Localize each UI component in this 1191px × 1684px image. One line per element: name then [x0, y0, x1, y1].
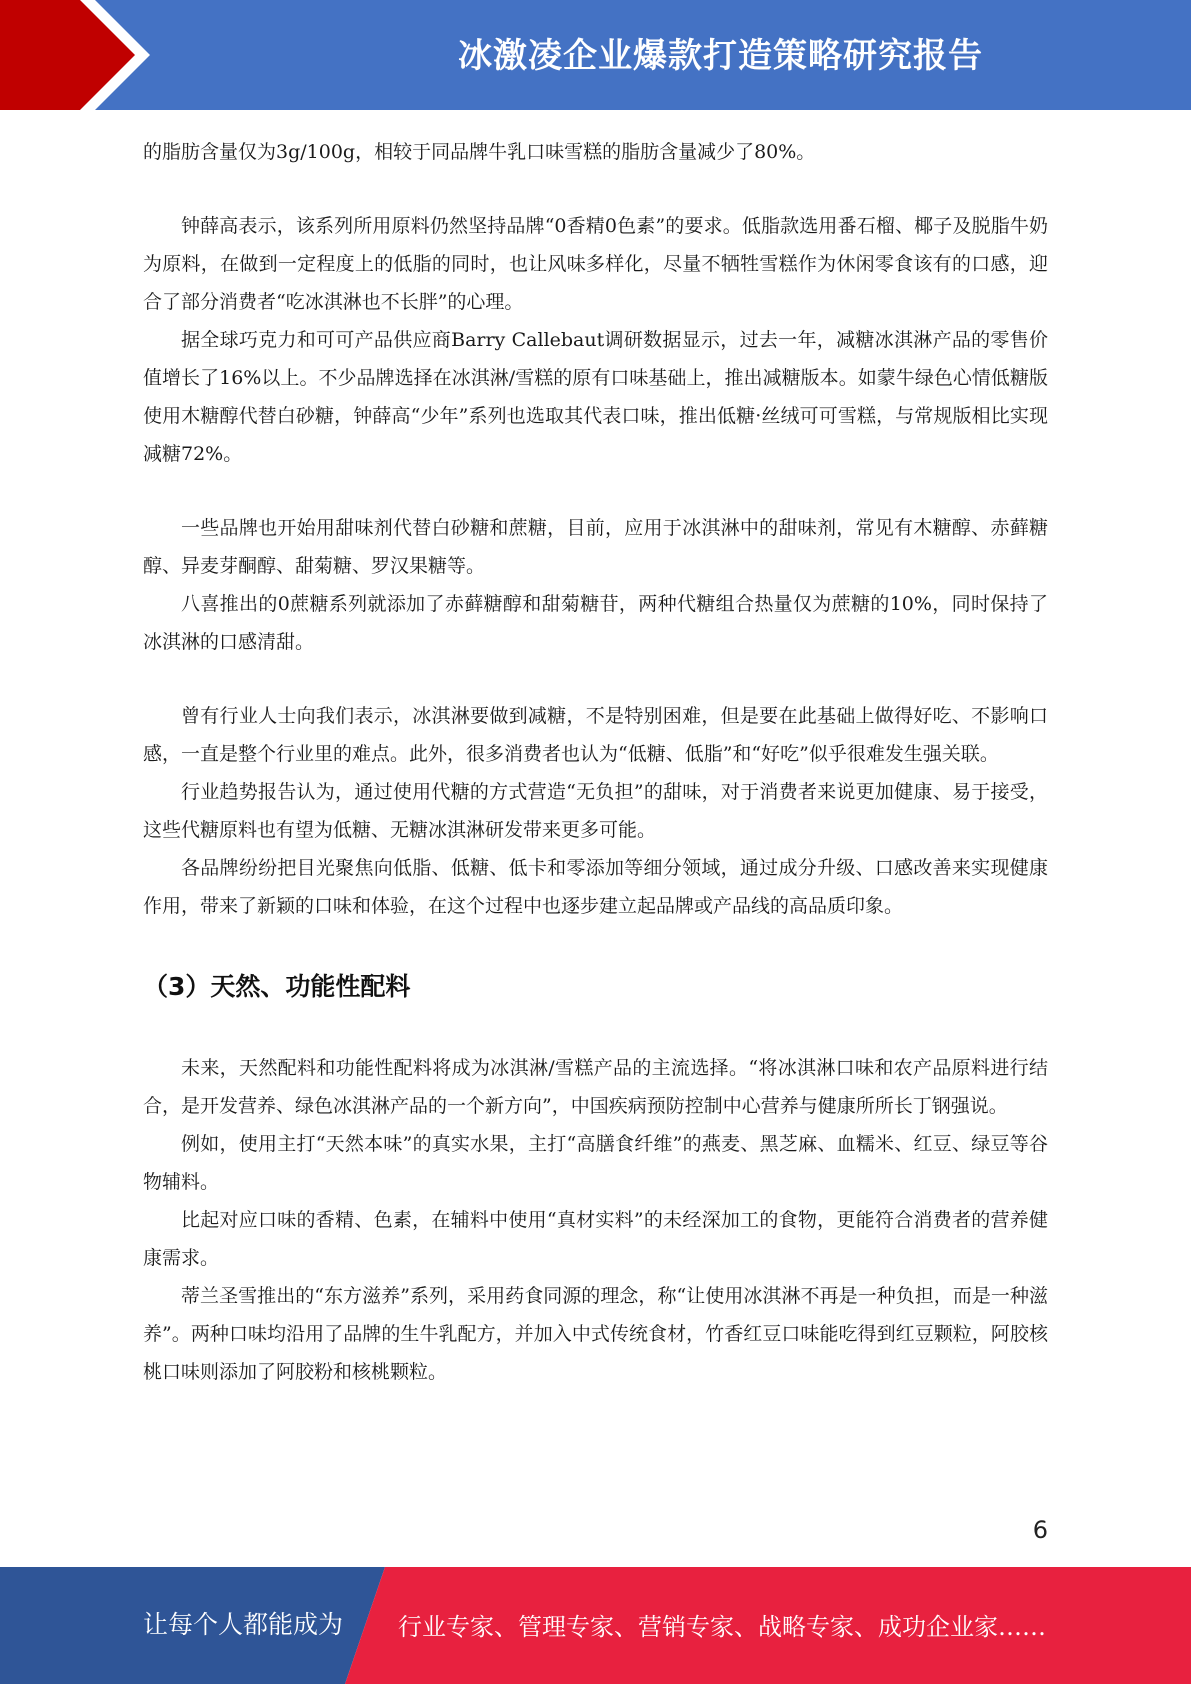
paragraph: 曾有行业人士向我们表示，冰淇淋要做到减糖，不是特别困难，但是要在此基础上做得好吃、不影响口感，一直是整个行业里的难点。此外，很多消费者也认为“低糖、低脂”和“好吃”似乎很难发生强关联。: [143, 705, 1048, 765]
header-arrow-decoration: [0, 0, 160, 110]
paragraph: 一些品牌也开始用甜味剂代替白砂糖和蔗糖，目前，应用于冰淇淋中的甜味剂，常见有木糖醇、赤藓糖醇、异麦芽酮醇、甜菊糖、罗汉果糖等。: [143, 517, 1048, 577]
page-header: [0, 0, 1191, 110]
paragraph: 据全球巧克力和可可产品供应商Barry Callebaut调研数据显示，过去一年，减糖冰淇淋产品的零售价值增长了16%以上。不少品牌选择在冰淇淋/雪糕的原有口味基础上，推出减糖版本。如蒙牛绿色心情低糖版使用木糖醇代替白砂糖，钟薛高“少年”系列也选取其代表口味，推出低糖·丝绒可可雪糕，与常规版相比实现减糖72%。: [143, 329, 1048, 465]
paragraph: 蒂兰圣雪推出的“东方滋养”系列，采用药食同源的理念，称“让使用冰淇淋不再是一种负担，而是一种滋养”。两种口味均沿用了品牌的生牛乳配方，并加入中式传统食材，竹香红豆口味能吃得到红豆颗粒，阿胶核桃口味则添加了阿胶粉和核桃颗粒。: [143, 1285, 1048, 1383]
page-number: 6: [1032, 1516, 1048, 1544]
paragraph: 比起对应口味的香精、色素，在辅料中使用“真材实料”的未经深加工的食物，更能符合消费者的营养健康需求。: [143, 1209, 1048, 1269]
paragraph: 行业趋势报告认为，通过使用代糖的方式营造“无负担”的甜味，对于消费者来说更加健康、易于接受，这些代糖原料也有望为低糖、无糖冰淇淋研发带来更多可能。: [143, 781, 1048, 841]
section-heading: （3）天然、功能性配料: [143, 972, 411, 1001]
paragraph: 钟薛高表示，该系列所用原料仍然坚持品牌“0香精0色素”的要求。低脂款选用番石榴、椰子及脱脂牛奶为原料，在做到一定程度上的低脂的同时，也让风味多样化，尽量不牺牲雪糕作为休闲零食该有的口感，迎合了部分消费者“吃冰淇淋也不长胖”的心理。: [143, 215, 1048, 313]
paragraph-continuation: 的脂肪含量仅为3g/100g，相较于同品牌牛乳口味雪糕的脂肪含量减少了80%。: [143, 141, 816, 163]
paragraph: 未来，天然配料和功能性配料将成为冰淇淋/雪糕产品的主流选择。“将冰淇淋口味和农产品原料进行结合，是开发营养、绿色冰淇淋产品的一个新方向”，中国疾病预防控制中心营养与健康所所长丁钢强说。: [143, 1057, 1048, 1117]
footer-slogan-left: 让每个人都能成为: [143, 1610, 344, 1639]
document-body: [143, 133, 1048, 1391]
paragraph: 八喜推出的0蔗糖系列就添加了赤藓糖醇和甜菊糖苷，两种代糖组合热量仅为蔗糖的10%，同时保持了冰淇淋的口感清甜。: [143, 593, 1048, 653]
paragraph: 各品牌纷纷把目光聚焦向低脂、低糖、低卡和零添加等细分领域，通过成分升级、口感改善来实现健康作用，带来了新颖的口味和体验，在这个过程中也逐步建立起品牌或产品线的高品质印象。: [143, 857, 1048, 917]
paragraph: 例如，使用主打“天然本味”的真实水果，主打“高膳食纤维”的燕麦、黑芝麻、血糯米、红豆、绿豆等谷物辅料。: [143, 1133, 1048, 1193]
report-title: 冰激凌企业爆款打造策略研究报告: [458, 36, 983, 76]
footer-slogan-right: 行业专家、管理专家、营销专家、战略专家、成功企业家……: [398, 1613, 1046, 1641]
page-footer: [0, 1567, 1191, 1684]
